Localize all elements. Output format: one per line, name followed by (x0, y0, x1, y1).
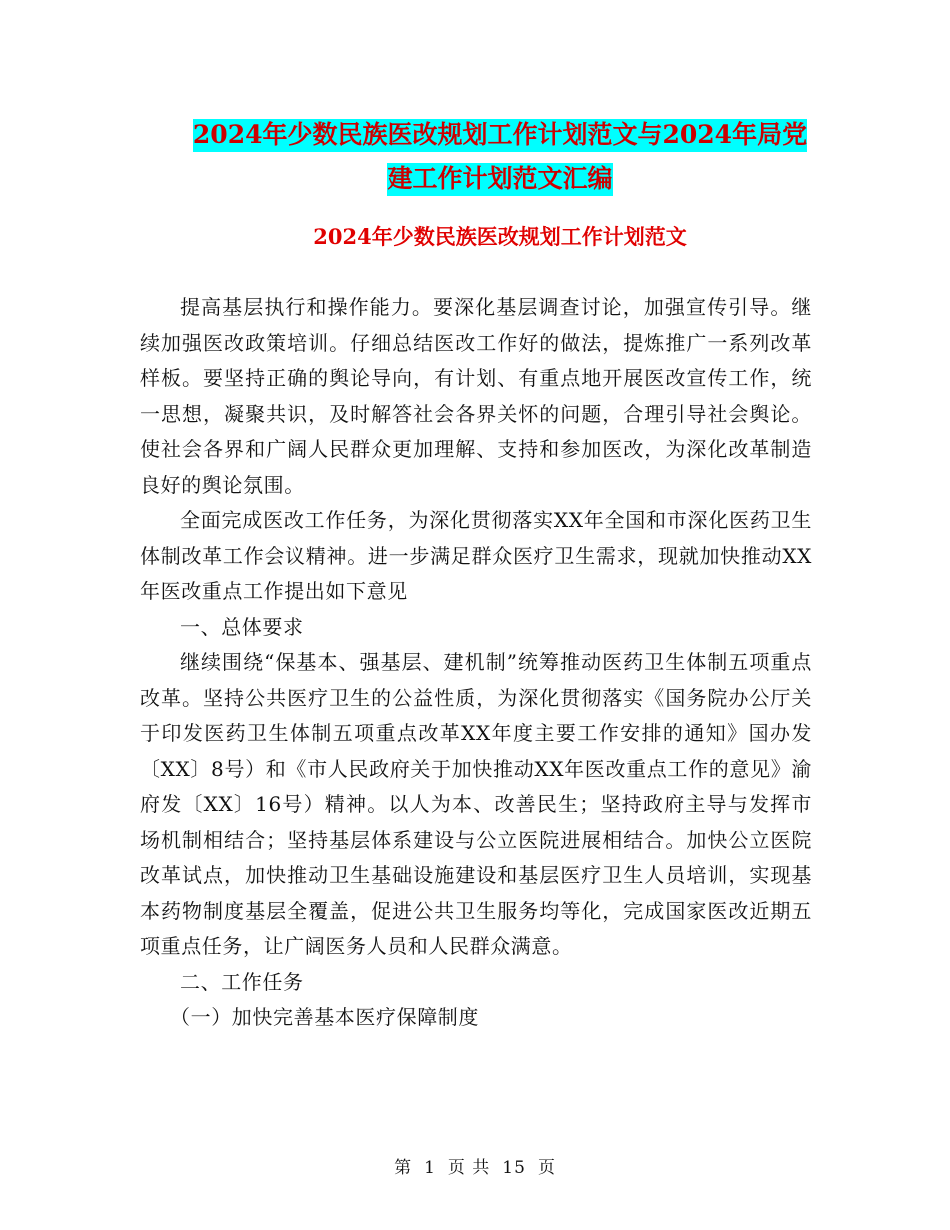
paragraph-1: 提高基层执行和操作能力。要深化基层调查讨论，加强宣传引导。继续加强医改政策培训。仔细总结医改工作好的做法，提炼推广一系列改革样板。要坚持正确的舆论导向，有计划、有重点地开展医改宣传工作，统一思想，凝聚共识，及时解答社会各界关怀的问题，合理引导社会舆论。使社会各界和广阔人民群众更加理解、支持和参加医改，为深化改革制造良好的舆论氛围。 (140, 295, 812, 497)
footer-middle: 页 共 (447, 1158, 491, 1178)
paragraph-3: 继续围绕“保基本、强基层、建机制”统筹推动医药卫生体制五项重点改革。坚持公共医疗卫生的公益性质，为深化贯彻落实《国务院办公厅关于印发医药卫生体制五项重点改革XX年度主要工作安排的通知》国办发〔XX〕8号）和《市人民政府关于加快推动XX年医改重点工作的意见》渝府发〔XX〕16号）精神。以人为本、改善民生；坚持政府主导与发挥市场机制相结合；坚持基层体系建设与公立医院进展相结合。加快公立医院改革试点，加快推动卫生基础设施建设和基层医疗卫生人员培训，实现基本药物制度基层全覆盖，促进公共卫生服务均等化，完成国家医改近期五项重点任务，让广阔医务人员和人民群众满意。 (140, 650, 812, 958)
footer-total-pages: 15 (502, 1158, 526, 1178)
footer-page-number: 1 (424, 1158, 436, 1178)
document-body (140, 290, 812, 1036)
footer-suffix: 页 (537, 1158, 556, 1178)
page-footer (0, 1153, 950, 1178)
title-line-2: 建工作计划范文汇编 (387, 163, 612, 196)
title-line-1: 2024年少数民族医改规划工作计划范文与2024年局党 (193, 119, 807, 152)
heading-general-requirements: 一、总体要求 (180, 614, 304, 639)
footer-prefix: 第 (394, 1158, 413, 1178)
heading-work-tasks: 二、工作任务 (180, 969, 304, 994)
document-title (120, 113, 880, 201)
paragraph-2: 全面完成医改工作任务，为深化贯彻落实XX年全国和市深化医药卫生体制改革工作会议精神。进一步满足群众医疗卫生需求，现就加快推动XX年医改重点工作提出如下意见 (140, 508, 812, 603)
heading-subtask-1: （一）加快完善基本医疗保障制度 (170, 1005, 479, 1029)
section-title: 2024年少数民族医改规划工作计划范文 (313, 224, 687, 249)
